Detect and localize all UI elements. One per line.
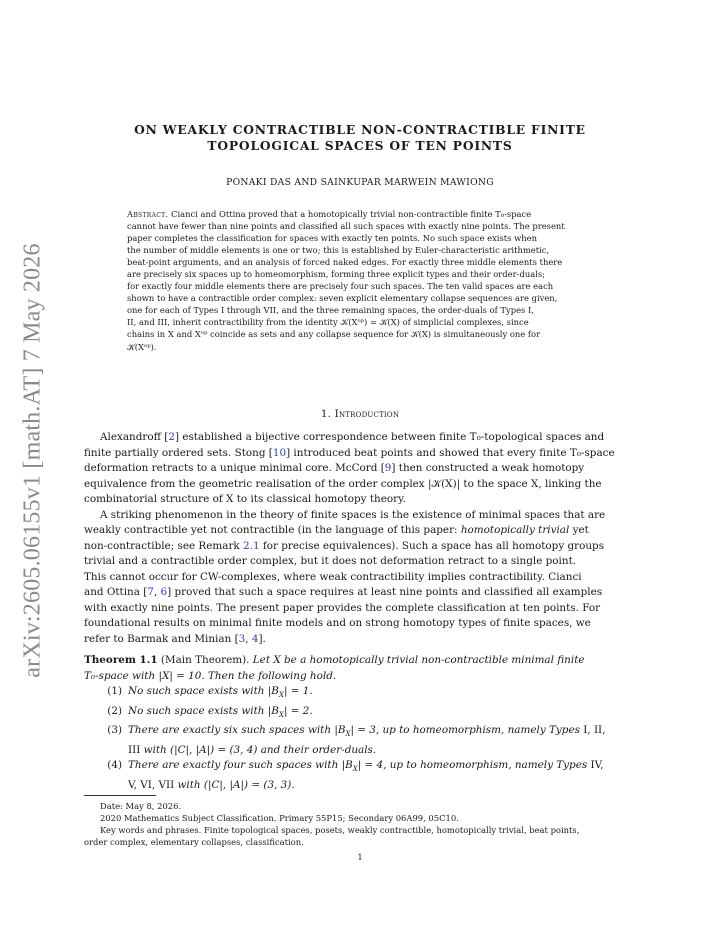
italic-text: There are exactly six such spaces with |B [128,724,346,737]
arxiv-identifier [8,240,58,680]
paragraph-line [84,616,636,632]
theorem-label: Theorem 1.1 [84,654,158,666]
theorem-item-continuation [84,743,636,759]
abstract-label: Abstract. [127,209,169,219]
abstract-line: chains in X and Xᵒᵖ coincide as sets and any collapse sequence for 𝒦(X) is simultaneously one for [127,329,541,340]
citation-link[interactable]: 7 [147,586,154,598]
theorem-item [84,684,636,704]
text-run: ] established a bijective correspondence between finite T₀-topological spaces and [174,431,605,443]
citation-link[interactable]: 2.1 [243,539,260,552]
theorem-item-continuation [84,778,636,794]
text-run: V, VI, VII [128,778,175,791]
subscript: X [278,710,284,719]
introduction-body [84,430,636,793]
arxiv-identifier-text: arXiv:2605.06155v1 [math.AT] 7 May 2026 [19,242,46,678]
text-run: combinatorial structure of X to its classical homotopy theory. [84,493,406,505]
paragraph-line [84,570,636,586]
item-number: (2) [107,704,122,717]
abstract-text: Cianci and Ottina proved that a homotopically trivial non-contractible finite T₀-space [168,209,532,219]
abstract-line: one for each of Types I through VII, and the three remaining spaces, the order-duals of Types I, [127,305,534,316]
abstract-line-0 [127,208,593,220]
subscript: X [278,691,284,700]
italic-text: No such space exists with |B [128,704,279,717]
citation-link[interactable]: 2 [168,431,175,443]
citation-link[interactable]: 10 [272,446,287,459]
italic-text: | = 1. [283,685,313,697]
item-text [128,684,313,704]
italic-text: No such space exists with |B [128,685,279,697]
text-run: weakly contractible yet not contractible (in the language of this paper: [84,524,461,536]
text-run: refer to Barmak and Minian [ [84,632,239,645]
section-heading [84,408,636,420]
text-run: finite partially ordered sets. Stong [ [84,446,273,459]
footnote-keywords-1: Key words and phrases. Finite topological spaces, posets, weakly contractible, homotopically trivial, beat points, [100,825,580,835]
theorem-item [84,704,636,724]
citation-link[interactable]: 9 [384,462,392,474]
abstract-line: for exactly four middle elements there are precisely four such spaces. The ten valid spaces are each [127,281,554,292]
paragraph-line [84,492,636,508]
text-run: ] introduced beat points and showed that every finite T₀-space [286,446,615,459]
footnote-rule [84,795,156,796]
text-run: trivial and a contractible order complex, but it does not deformation retract to a single point. [84,555,577,567]
abstract-line: shown to have a contractible order complex: seven explicit elementary collapse sequences are given, [127,293,558,304]
text-run: IV, [590,759,604,772]
item-text [128,758,604,778]
theorem-head [84,653,636,669]
footnote-msc: 2020 Mathematics Subject Classification. Primary 55P15; Secondary 06A99, 05C10. [100,813,459,823]
italic-text: with (|C|, |A|) = (3, 4) and their order-duals. [140,743,377,756]
paragraph-line [84,446,636,462]
text-run: This cannot occur for CW-complexes, where weak contractibility implies contractibility. Cianci [84,570,582,583]
theorem-name: (Main Theorem). [157,654,250,666]
abstract-line: cannot have fewer than nine points and classified all such spaces with exactly nine points. The present [127,221,565,232]
subscript: X [352,765,358,774]
page-number: 1 [357,852,363,862]
abstract-line: are precisely six spaces up to homeomorphism, forming three explicit types and their order-duals; [127,269,546,280]
italic-text: homotopically trivial [460,524,570,536]
authors: PONAKI DAS AND SAINKUPAR MARWEIN MAWIONG [226,177,494,188]
paragraph-line [84,430,636,446]
theorem-item [84,758,636,778]
italic-text: with (|C|, |A|) = (3, 3). [174,778,295,791]
title-line-1: ON WEAKLY CONTRACTIBLE NON-CONTRACTIBLE FINITE [134,122,586,137]
text-run: with exactly nine points. The present paper provides the complete classification at ten points. For [84,601,601,614]
title-line-2: TOPOLOGICAL SPACES OF TEN POINTS [207,138,513,153]
text-run: and Ottina [ [84,586,148,598]
abstract [127,208,593,353]
paragraph-line [84,523,636,539]
text-run: I, II, [583,724,606,737]
citation-link[interactable]: 6 [160,586,168,598]
text-run: equivalence from the geometric realisation of the order complex |𝒦(X)| to the space X, linking the [84,477,602,490]
item-number: (1) [107,685,122,697]
text-run: ]. [258,632,266,645]
abstract-line: II, and III, inherit contractibility from the identity 𝒦(Xᵒᵖ) = 𝒦(X) of simplicial complexes, since [127,317,529,328]
theorem-statement-2: T₀-space with |X| = 10. Then the following hold. [84,669,337,682]
paragraph-1 [84,430,636,508]
paragraph-2 [84,508,636,648]
item-number: (4) [107,759,122,772]
text-run: ] proved that such a space requires at least nine points and classified all examples [167,586,603,598]
text-run: , [245,632,252,645]
abstract-line: 𝒦(Xᵒᵖ). [127,341,157,352]
paragraph-line [84,585,636,601]
italic-text: There are exactly four such spaces with |B [128,759,353,772]
abstract-line: beat-point arguments, and an analysis of forced naked edges. For exactly three middle elements there [127,257,563,268]
item-text [128,723,605,743]
text-run: ] then constructed a weak homotopy [391,462,585,474]
theorem-block [84,653,636,793]
text-run: III [128,743,141,756]
abstract-line: paper completes the classification for spaces with exactly ten points. No such space exists when [127,233,538,244]
text-run: non-contractible; see Remark [84,539,244,552]
paragraph-line [84,461,636,477]
text-run: foundational results on minimal finite models and on strong homotopy types of finite spaces, we [84,617,591,629]
theorem-item [84,723,636,743]
section-number: 1. [320,408,332,420]
paragraph-line [84,554,636,570]
paragraph-line [84,539,636,555]
paragraph-line [84,632,636,648]
footnotes [84,800,636,848]
paragraph-line [84,508,636,524]
italic-text: | = 2. [283,704,313,717]
paper-title [84,122,636,154]
text-run: yet [569,524,589,536]
text-run: A striking phenomenon in the theory of finite spaces is the existence of minimal spaces that are [100,508,606,521]
italic-text: | = 3, up to homeomorphism, namely Types [350,724,584,737]
footnote-keywords-2: order complex, elementary collapses, classification. [84,837,304,847]
theorem-items [84,684,636,793]
text-run: deformation retracts to a unique minimal core. McCord [ [84,462,385,474]
citation-link[interactable]: 4 [251,632,259,645]
item-number: (3) [107,724,122,737]
text-run: Alexandroff [ [100,431,169,443]
italic-text: | = 4, up to homeomorphism, namely Types [357,759,591,772]
text-run: for precise equivalences). Such a space has all homotopy groups [259,539,605,552]
footnote-date: Date: May 8, 2026. [100,801,182,811]
section-title: Introduction [334,408,400,420]
theorem-statement-1: Let X be a homotopically trivial non-contractible minimal finite [249,654,585,666]
abstract-line: the number of middle elements is one or two; this is established by Euler-characteristic arithmetic, [127,245,550,256]
item-text [128,704,313,724]
paragraph-line [84,601,636,617]
text-run: , [153,586,161,598]
subscript: X [345,730,351,739]
citation-link[interactable]: 3 [238,632,246,645]
paragraph-line [84,477,636,493]
